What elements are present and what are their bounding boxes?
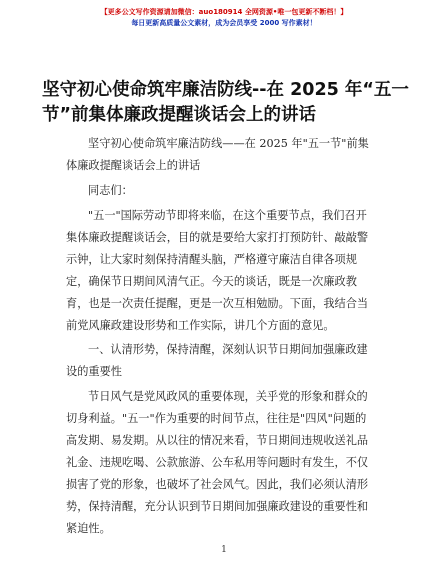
paragraph-line: 紧迫性。 (66, 522, 111, 535)
paragraph-line: "五一"国际劳动节即将来临，在这个重要节点，我们召开 (88, 209, 367, 222)
paragraph-line: 集体廉政提醒谈话会，目的就是要给大家打打预防针、敲敲警 (66, 231, 369, 244)
paragraph-line: 节日风气是党风政风的重要体现，关乎党的形象和群众的 (88, 390, 368, 403)
promo-banner-line-1: 【更多公文写作资源请加微信：auo180914 全网资源•唯一包更新不断档！】 (100, 8, 348, 16)
paragraph-line: 育，也是一次责任提醒，更是一次互相勉励。下面，我结合当 (66, 297, 369, 310)
section-heading-line-1: 一、认清形势，保持清醒，深刻认识节日期间加强廉政建 (88, 343, 368, 356)
paragraph-line: 损害了党的形象，也破坏了社会风气。因此，我们必须认清形 (66, 478, 369, 491)
paragraph-line: 高发期、易发期。从以往的情况来看，节日期间违规收送礼品 (66, 434, 369, 447)
paragraph-line: 示钟，让大家时刻保持清醒头脑，严格遵守廉洁自律各项规 (66, 253, 357, 266)
paragraph-line: 前党风廉政建设形势和工作实际，讲几个方面的意见。 (66, 319, 335, 332)
subtitle-line-1: 坚守初心使命筑牢廉洁防线——在 2025 年"五一节"前集 (88, 137, 369, 150)
paragraph-line: 切身利益。"五一"作为重要的时间节点，往往是"四风"问题的 (66, 412, 367, 425)
document-title-line-1: 坚守初心使命筑牢廉洁防线--在 2025 年“五一 (42, 80, 409, 100)
paragraph-line: 定，确保节日期间风清气正。今天的谈话，既是一次廉政教 (66, 275, 357, 288)
page-number: 1 (221, 545, 227, 555)
section-heading-line-2: 设的重要性 (66, 365, 122, 378)
paragraph-line: 势，保持清醒，充分认识到节日期间加强廉政建设的重要性和 (66, 500, 369, 513)
subtitle-line-2: 体廉政提醒谈话会上的讲话 (66, 159, 201, 172)
paragraph-line: 礼金、违规吃喝、公款旅游、公车私用等问题时有发生，不仅 (66, 456, 369, 469)
salutation: 同志们： (88, 184, 133, 197)
promo-banner-line-2: 每日更新高质量公文素材，成为会员享受 2000 写作素材！ (131, 19, 317, 27)
document-title-line-2: 节”前集体廉政提醒谈话会上的讲话 (42, 105, 317, 125)
